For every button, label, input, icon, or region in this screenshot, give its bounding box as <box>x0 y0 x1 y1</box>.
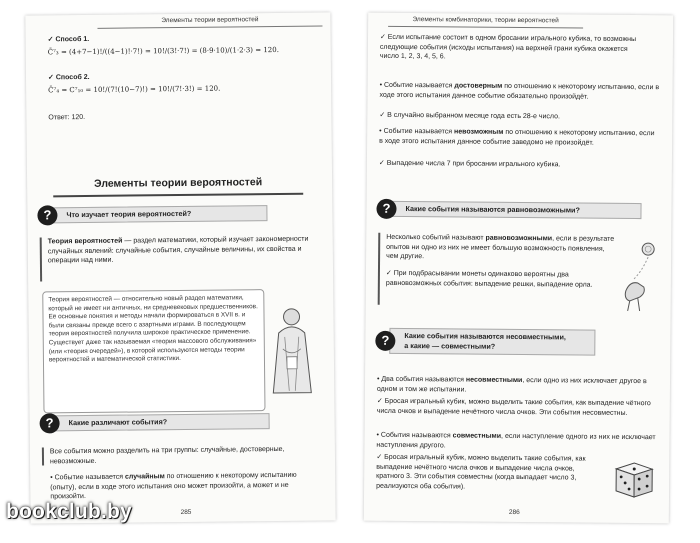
comp-definition <box>376 431 658 452</box>
definition <box>48 235 320 266</box>
watermark: bookclub.by <box>6 500 132 523</box>
impossible-term: невозможным <box>453 128 504 136</box>
random-prefix: • Событие называется <box>50 473 126 482</box>
impossible-definition <box>379 127 659 148</box>
question-text-line2: а какие — совместными? <box>404 341 496 351</box>
definition-term: Теория вероятностей <box>47 237 123 246</box>
method2-formula: C̄⁷₄ = C⁷₁₀ = 10!/(7!(10−7)!) = 10!/(7!·3!) = 120. <box>48 84 221 95</box>
impossible-example: ✓ Выпадение числа 7 при бросании игрального кубика. <box>378 159 561 169</box>
left-page <box>25 12 335 523</box>
method2-label: Способ 2. <box>55 73 90 82</box>
certain-text: по отношению к некоторому испытанию, если в ходе этого испытания данное событие обязательно произойдёт. <box>379 82 660 101</box>
incomp-term: несовместными <box>465 376 523 385</box>
incomp-example: ✓ Бросая игральный кубик, можно выделить такие события, как выпадение чётного числа очков и выпадение нечётного числа очков. Эти события несовместны. <box>376 397 651 417</box>
events-rule <box>42 447 44 465</box>
method1-block: ✓ Способ 1. <box>47 35 90 44</box>
left-running-head: Элементы теории вероятностей <box>97 13 322 29</box>
certain-definition <box>379 81 659 102</box>
dice-example: ✓ Если испытание состоит в одном бросании игрального кубика, то возможны следующие события (исходы испытания) на верхней грани кубика окажется число 1, 2, 3, 4, 5, 6. <box>379 33 637 61</box>
equi-example: ✓ При подбрасывании монеты одинаково вероятны два равновозможных события: выпадение решки, выпадение орла. <box>385 269 593 289</box>
definition-text: — раздел математики, который изучает закономерности случайных явлений: случайные события, случайные величины, их свойства и операции над ними. <box>47 235 309 265</box>
question-compatible <box>375 331 595 353</box>
method1-formula: C̄⁷₃ = (4+7−1)!/((4−1)!·7!) = 10!/(3!·7!) = (8·9·10)/(1·2·3) = 120. <box>47 45 279 57</box>
question-equiprobable <box>376 199 641 221</box>
dice-icon <box>608 455 658 501</box>
random-text: по отношению к некоторому испытанию (опыту), если в ходе этого испытания оно может произойти, а может и не произойти. <box>50 471 297 501</box>
equi-term: равновозможными <box>485 234 553 243</box>
question-icon: ? <box>40 413 60 433</box>
question-icon: ? <box>375 331 395 351</box>
comp-prefix: • События называются <box>376 431 453 440</box>
left-page-number: 285 <box>180 508 192 517</box>
certain-example: ✓ В случайно выбранном месяце года есть 28-е число. <box>379 111 560 121</box>
random-term: случайным <box>124 473 165 481</box>
method1-label: Способ 1. <box>55 35 90 44</box>
certain-term: достоверным <box>454 82 503 90</box>
incomp-prefix: • Два события называются <box>376 375 466 384</box>
history-box: Теория вероятностей — относительно новый раздел математики, который не имеет ни античных, ни средневековых предшественников. Её основные понятия и методы начали формироваться в XVII в. и были связаны прежде всего с азартными играми. В последующем теория вероятностей получила широкое практическое применение. Существует даже так называемая «теория массового обслуживания» (или «теория очередей»), в которой используются методы теории вероятностей и математической статистики. <box>42 289 265 413</box>
question-text-line1: Какие события называются несовместными, <box>404 331 566 342</box>
certain-prefix: • Событие называется <box>379 81 455 90</box>
comp-text: , если наступление одного из них не исключает наступления другого. <box>376 432 656 449</box>
impossible-text: по отношению к некоторому испытанию, если в ходе этого испытания данное событие заведомо не произойдёт. <box>379 128 655 147</box>
question-text: Какие различают события? <box>54 413 270 431</box>
equi-text: , если в результате опытов ни одно из них не имеет большую возможность появления, чем другие. <box>386 235 615 261</box>
question-event-types <box>40 411 270 433</box>
impossible-prefix: • Событие называется <box>379 127 455 136</box>
method2-block: ✓ Способ 2. <box>47 73 90 82</box>
question-text: Какие события называются равновозможными? <box>390 201 641 219</box>
random-definition <box>50 471 322 502</box>
comp-term: совместными <box>452 432 502 440</box>
coin-toss-icon <box>620 241 661 311</box>
question-text <box>389 328 595 356</box>
incomp-text: , если одно из них исключает другое в одном и том же испытании. <box>376 377 647 394</box>
question-what-studies <box>37 203 267 225</box>
question-icon: ? <box>37 205 57 225</box>
question-text: Что изучает теория вероятностей? <box>51 205 267 223</box>
right-page-number: 286 <box>508 508 520 517</box>
right-running-head: Элементы комбинаторики, теории вероятностей <box>388 13 583 29</box>
definition-rule <box>40 237 42 281</box>
answer: Ответ: 120. <box>48 113 86 122</box>
comp-example: ✓ Бросая игральный кубик, можно выделить такие события, как выпадение нечётного числа очков и выпадение числа очков, кратного 3. Эти события совместны (когда выпадает число 3, реализуются оба события). <box>376 453 586 491</box>
section-title: Элементы теории вероятностей <box>53 171 303 198</box>
right-page <box>364 13 673 524</box>
equi-rule <box>378 233 381 305</box>
equi-definition <box>386 233 614 263</box>
events-text: Все события можно разделить на три группы: случайные, достоверные, невозможные. <box>49 445 285 465</box>
equi-prefix: Несколько событий называют <box>386 233 486 242</box>
scholar-figure-icon <box>266 305 317 398</box>
question-icon: ? <box>376 199 396 219</box>
incomp-definition <box>377 375 659 396</box>
